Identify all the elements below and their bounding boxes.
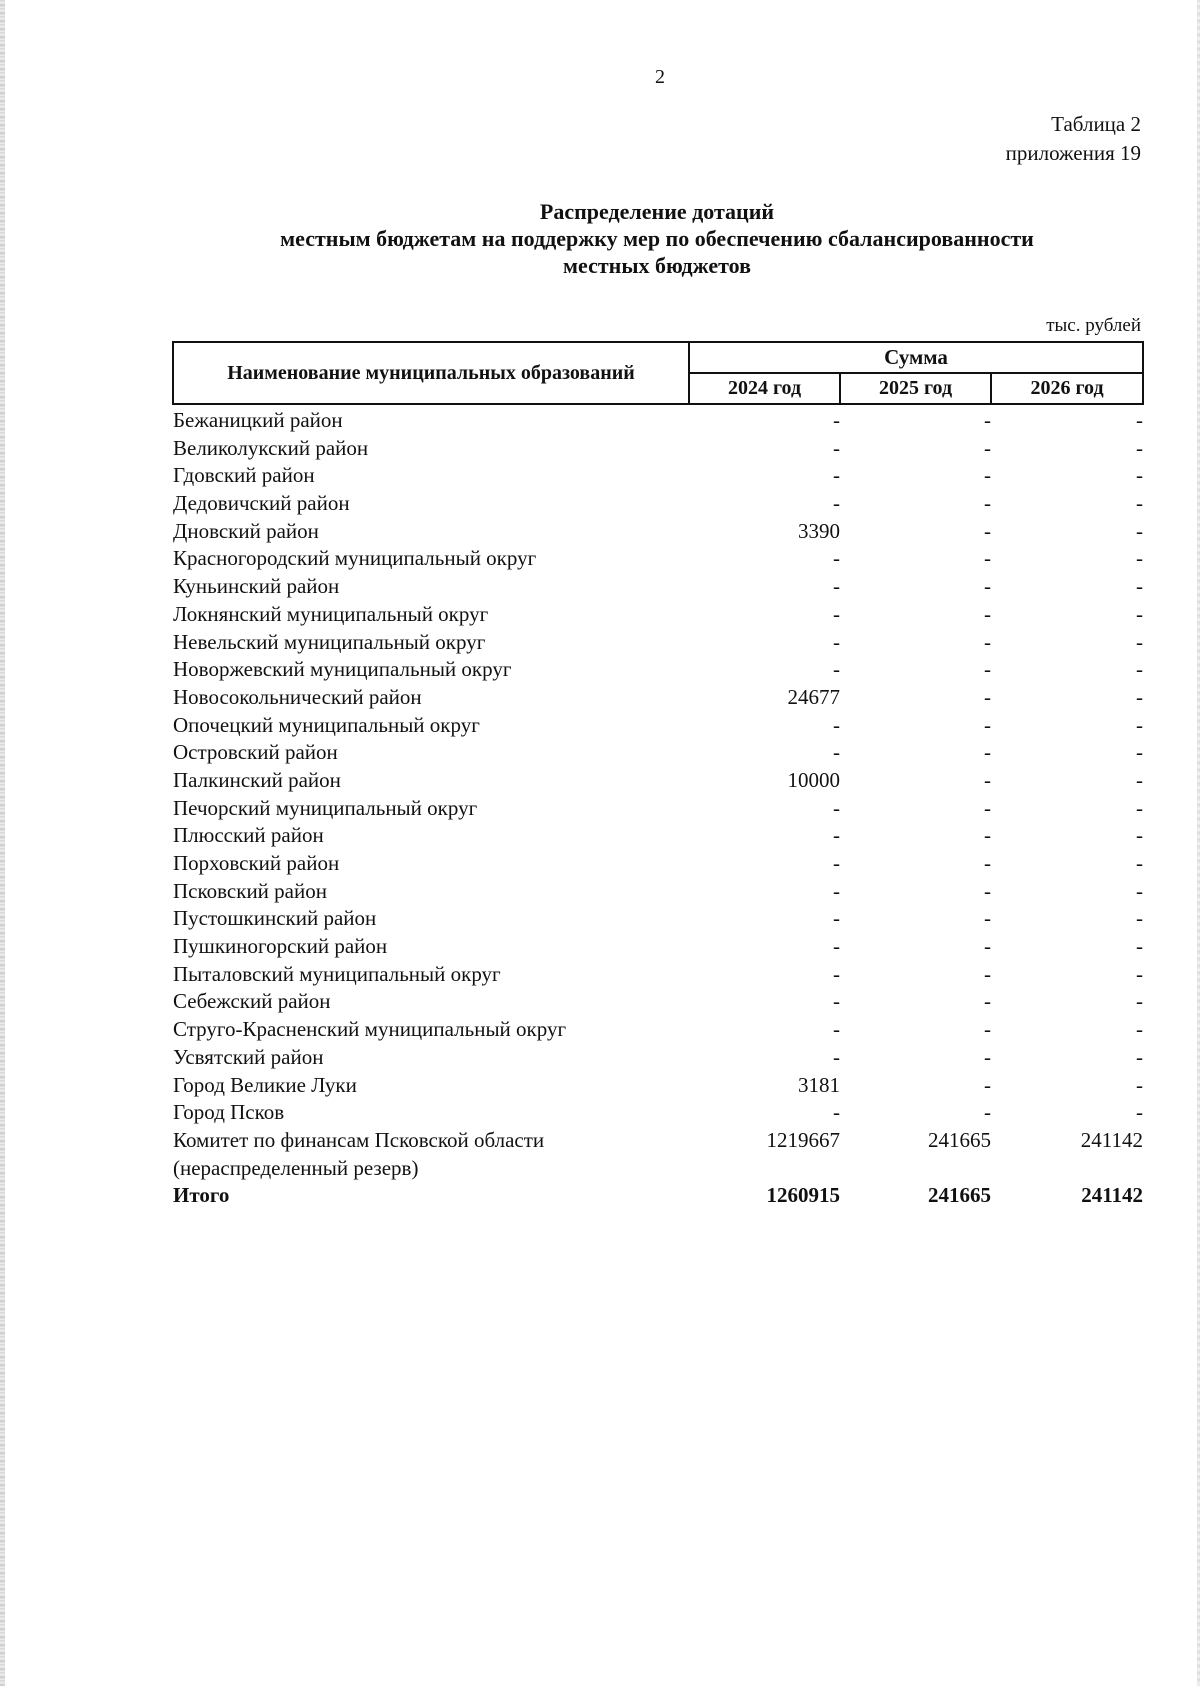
amount-2026-cell [991,739,1143,767]
document-title [172,198,1142,279]
table-row [173,490,1143,518]
amount-2024-value: - [833,712,840,737]
table-row [173,545,1143,573]
municipality-name-cell: Островский район [173,740,338,765]
amount-2026-value: - [1136,795,1144,820]
amount-2025-cell [840,518,991,546]
amount-2025-value: - [984,491,991,516]
table-header [173,342,1143,404]
scan-edge-left [0,0,5,1686]
municipality-name-cell: Струго-Красненский муниципальный округ [173,1017,567,1042]
amount-2025-cell [840,490,991,518]
table-row [173,684,1143,712]
amount-2025-value: - [984,795,991,820]
table-row [173,573,1143,601]
amount-2026-value: - [1136,989,1144,1014]
amount-2024-value: - [833,934,840,959]
amount-2024-value: - [833,795,840,820]
municipality-name-cell: Красногородский муниципальный округ [173,546,537,571]
amount-2026-value: - [1136,1044,1144,1069]
amount-2025-cell [840,404,991,435]
appendix-table-label: Таблица 2 [1051,112,1141,136]
amount-2024-value: - [833,491,840,516]
table-row [173,878,1143,906]
amount-2026-value: 241142 [1081,1183,1144,1208]
amount-2026-cell [991,1127,1143,1155]
amount-2025-cell [840,905,991,933]
amount-2026-value: 241142 [1080,1127,1144,1152]
amount-2025-cell [840,739,991,767]
municipality-name-cell: Дедовичский район [173,491,350,516]
municipality-name-cell: Великолукский район [173,435,369,460]
amount-2026-cell [991,988,1143,1016]
amount-2025-value: - [984,1017,991,1042]
amount-2026-value: - [1136,1072,1144,1097]
amount-2024-cell [689,435,840,463]
amount-2025-cell [840,462,991,490]
municipality-name-cell: Локнянский муниципальный округ [173,601,489,626]
amount-2026-value: - [1136,657,1144,682]
amount-2026-cell [991,404,1143,435]
amount-2025-value: - [984,463,991,488]
amount-2024-cell [689,404,840,435]
table-row [173,462,1143,490]
amount-2026-cell [991,462,1143,490]
header-sum: Сумма [689,342,1143,373]
municipality-name-cell: Порховский район [173,851,340,875]
amount-2026-cell [991,712,1143,740]
amount-2025-value: - [984,989,991,1014]
amount-2025-value: - [984,684,991,709]
amount-2026-value: - [1136,435,1144,460]
amount-2026-value: - [1136,491,1144,516]
amount-2024-cell [689,1182,840,1210]
amount-2024-value: - [833,823,840,848]
amount-2026-value: - [1136,878,1144,903]
table-row [173,933,1143,961]
amount-2024-value: 24677 [787,684,840,709]
amount-2026-value: - [1136,906,1144,931]
amount-2025-value: - [984,657,991,682]
municipality-name-cell: Дновский район [173,518,319,543]
header-year-2026: 2026 год [991,373,1143,404]
amount-2024-cell [689,795,840,823]
amount-2026-value: - [1136,629,1144,654]
amount-2026-cell [991,573,1143,601]
amount-2026-cell [991,1072,1143,1100]
municipality-name-cell: Город Псков [173,1100,285,1125]
amount-2024-cell [689,462,840,490]
municipality-name-cell: Новосокольнический район [173,684,422,709]
amount-2024-cell [689,490,840,518]
amount-2025-value: - [984,767,991,792]
amount-2026-value: - [1136,518,1144,543]
amount-2025-cell [840,1044,991,1072]
amount-2025-cell [840,822,991,850]
table-row [173,435,1143,463]
amount-2026-cell [991,490,1143,518]
amount-2024-value: - [833,574,840,599]
amount-2024-cell [689,684,840,712]
table-row [173,404,1143,435]
title-line-3: местных бюджетов [563,253,751,278]
amount-2026-cell [991,435,1143,463]
amount-2024-cell [689,1072,840,1100]
amount-2026-cell [991,684,1143,712]
table-row [173,988,1143,1016]
table-row [173,601,1143,629]
amount-2026-cell [991,1016,1143,1044]
amount-2025-cell [840,435,991,463]
amount-2026-cell [991,601,1143,629]
amount-2024-value: - [833,657,840,682]
municipality-name-cell: Гдовский район [173,463,315,488]
table-row [173,850,1143,878]
amount-2024-value: - [833,408,840,432]
amount-2026-cell [991,878,1143,906]
amount-2025-cell [840,988,991,1016]
municipality-name-cell: (нераспределенный резерв) [173,1155,419,1180]
total-row [173,1182,1143,1210]
table-body [173,404,1143,1210]
amount-2025-cell [840,601,991,629]
amount-2024-cell [689,656,840,684]
amount-2025-cell [840,933,991,961]
amount-2026-value: - [1136,1100,1144,1125]
amount-2025-cell [840,1016,991,1044]
amount-2026-cell [991,1044,1143,1072]
amount-2024-value: - [833,961,840,986]
amount-2026-value: - [1136,934,1144,959]
municipality-name-cell: Псковский район [173,878,327,903]
amount-2026-cell [991,850,1143,878]
amount-2026-value: - [1136,463,1144,488]
municipality-name-cell: Итого [173,1183,230,1208]
table-row [173,739,1143,767]
title-line-2: местным бюджетам на поддержку мер по обеспечению сбалансированности [280,226,1034,251]
amount-2026-value: - [1136,574,1144,599]
amount-2024-cell [689,988,840,1016]
amount-2025-cell [840,656,991,684]
amount-2025-cell [840,795,991,823]
amount-2024-cell [689,712,840,740]
amount-2025-value: - [984,712,991,737]
amount-2025-value: - [984,1044,991,1069]
amount-2024-value: - [833,906,840,931]
amount-2024-value: - [833,601,840,626]
amount-2026-cell [991,1182,1143,1210]
amount-2024-cell [689,629,840,657]
municipality-name-cell: Себежский район [173,989,331,1014]
amount-2024-value: - [833,1044,840,1069]
amount-2025-value: - [984,518,991,543]
municipality-name-cell: Плюсский район [173,823,324,848]
amount-2024-value: - [833,989,840,1014]
amount-2025-value: 241665 [928,1127,991,1152]
amount-2024-value: - [833,878,840,903]
amount-2024-cell [689,933,840,961]
municipality-name-cell: Невельский муниципальный округ [173,629,486,654]
amount-2024-cell [689,1044,840,1072]
table-row [173,1099,1143,1127]
table-row [173,518,1143,546]
amount-2025-value: - [984,934,991,959]
amount-2026-value: - [1136,961,1144,986]
page-number: 2 [655,66,665,88]
amount-2025-value: - [984,601,991,626]
amount-2024-cell [689,878,840,906]
amount-2026-value: - [1136,712,1144,737]
amount-2024-cell [689,1155,840,1183]
amount-2026-value: - [1136,740,1144,765]
table-row [173,795,1143,823]
appendix-reference [1006,110,1141,168]
amount-2024-value: - [833,1100,840,1125]
municipality-name-cell: Пушкиногорский район [173,934,388,959]
municipality-name-cell: Куньинский район [173,574,340,599]
amount-2026-value: - [1136,684,1144,709]
amount-2024-value: - [833,546,840,571]
amount-2025-cell [840,1182,991,1210]
amount-2026-cell [991,961,1143,989]
amount-2026-cell [991,518,1143,546]
municipality-name-cell: Палкинский район [173,767,341,792]
amount-2025-value: - [984,823,991,848]
amount-2024-value: - [833,740,840,765]
municipality-name-cell: Новоржевский муниципальный округ [173,657,512,682]
amount-2024-value: 1219667 [766,1127,840,1152]
municipality-name-cell: Комитет по финансам Псковской области [173,1127,545,1152]
amount-2026-value: - [1136,767,1144,792]
amount-2024-cell [689,822,840,850]
table-row [173,1016,1143,1044]
amount-2026-value: - [1136,408,1144,432]
municipality-name-cell: Бежаницкий район [173,408,343,432]
amount-2025-value: - [984,878,991,903]
header-year-2024: 2024 год [689,373,840,404]
amount-2024-value: 10000 [787,767,840,792]
municipality-name-cell: Пустошкинский район [173,906,377,931]
amount-2025-value: - [984,1072,991,1097]
amount-2026-cell [991,933,1143,961]
table-row [173,629,1143,657]
amount-2025-cell [840,850,991,878]
table-row [173,767,1143,795]
amount-2025-cell [840,1099,991,1127]
amount-2026-cell [991,767,1143,795]
header-municipality-name: Наименование муниципальных образований [173,342,689,404]
amount-2026-cell [991,905,1143,933]
amount-2025-value: 241665 [928,1183,991,1208]
title-line-1: Распределение дотаций [539,199,775,224]
table-row [173,961,1143,989]
amount-2024-value: - [833,1017,840,1042]
amount-2024-cell [689,1016,840,1044]
amount-2025-value: - [984,906,991,931]
table-row [173,656,1143,684]
amount-2024-cell [689,739,840,767]
amount-2025-value: - [984,1100,991,1125]
amount-2024-value: 3181 [798,1072,840,1097]
amount-2024-value: - [833,851,840,875]
amount-2024-cell [689,1099,840,1127]
amount-2025-cell [840,629,991,657]
amount-2026-cell [991,629,1143,657]
amount-2024-cell [689,1127,840,1155]
table-row [173,1127,1143,1155]
amount-2024-cell [689,573,840,601]
municipality-name-cell: Усвятский район [173,1044,324,1069]
amount-2024-value: 1260915 [766,1183,840,1208]
amount-2024-value: - [833,435,840,460]
amount-2025-cell [840,1155,991,1183]
municipality-name-cell: Пыталовский муниципальный округ [173,961,501,986]
amount-2025-value: - [984,408,991,432]
amount-2025-cell [840,684,991,712]
amount-2024-cell [689,767,840,795]
amount-2026-value: - [1136,601,1144,626]
amount-2024-value: - [833,463,840,488]
amount-2025-cell [840,878,991,906]
table-row [173,712,1143,740]
amount-2024-value: 3390 [798,518,840,543]
amount-2025-cell [840,1072,991,1100]
amount-2026-cell [991,1099,1143,1127]
table-row [173,905,1143,933]
amount-2024-value: - [833,629,840,654]
amount-2026-cell [991,822,1143,850]
amount-2026-value: - [1136,546,1144,571]
table-row [173,822,1143,850]
amount-2026-cell [991,656,1143,684]
amount-2025-cell [840,767,991,795]
amount-2024-cell [689,905,840,933]
header-year-2025: 2025 год [840,373,991,404]
amount-2025-value: - [984,574,991,599]
table-row [173,1072,1143,1100]
amount-2026-value: - [1136,823,1144,848]
amount-2025-cell [840,961,991,989]
amount-2025-value: - [984,629,991,654]
amount-2024-cell [689,850,840,878]
amount-2024-cell [689,961,840,989]
table-row [173,1155,1143,1183]
amount-2024-cell [689,601,840,629]
amount-2025-cell [840,573,991,601]
amount-2026-value: - [1136,1017,1144,1042]
amount-2025-cell [840,545,991,573]
subsidy-distribution-table [172,341,1144,1210]
amount-2026-cell [991,1155,1143,1183]
amount-2025-cell [840,712,991,740]
amount-2025-value: - [984,961,991,986]
appendix-annex-label: приложения 19 [1005,141,1141,165]
amount-2025-value: - [984,740,991,765]
amount-2025-value: - [984,851,991,875]
amount-2026-value: - [1136,851,1144,875]
amount-2026-cell [991,795,1143,823]
amount-2026-cell [991,545,1143,573]
municipality-name-cell: Опочецкий муниципальный округ [173,712,480,737]
amount-2024-cell [689,545,840,573]
municipality-name-cell: Город Великие Луки [173,1072,357,1097]
table-row [173,1044,1143,1072]
amount-2025-value: - [984,546,991,571]
amount-2025-value: - [984,435,991,460]
units-label: тыс. рублей [1046,315,1141,336]
amount-2025-cell [840,1127,991,1155]
amount-2024-cell [689,518,840,546]
municipality-name-cell: Печорский муниципальный округ [173,795,478,820]
